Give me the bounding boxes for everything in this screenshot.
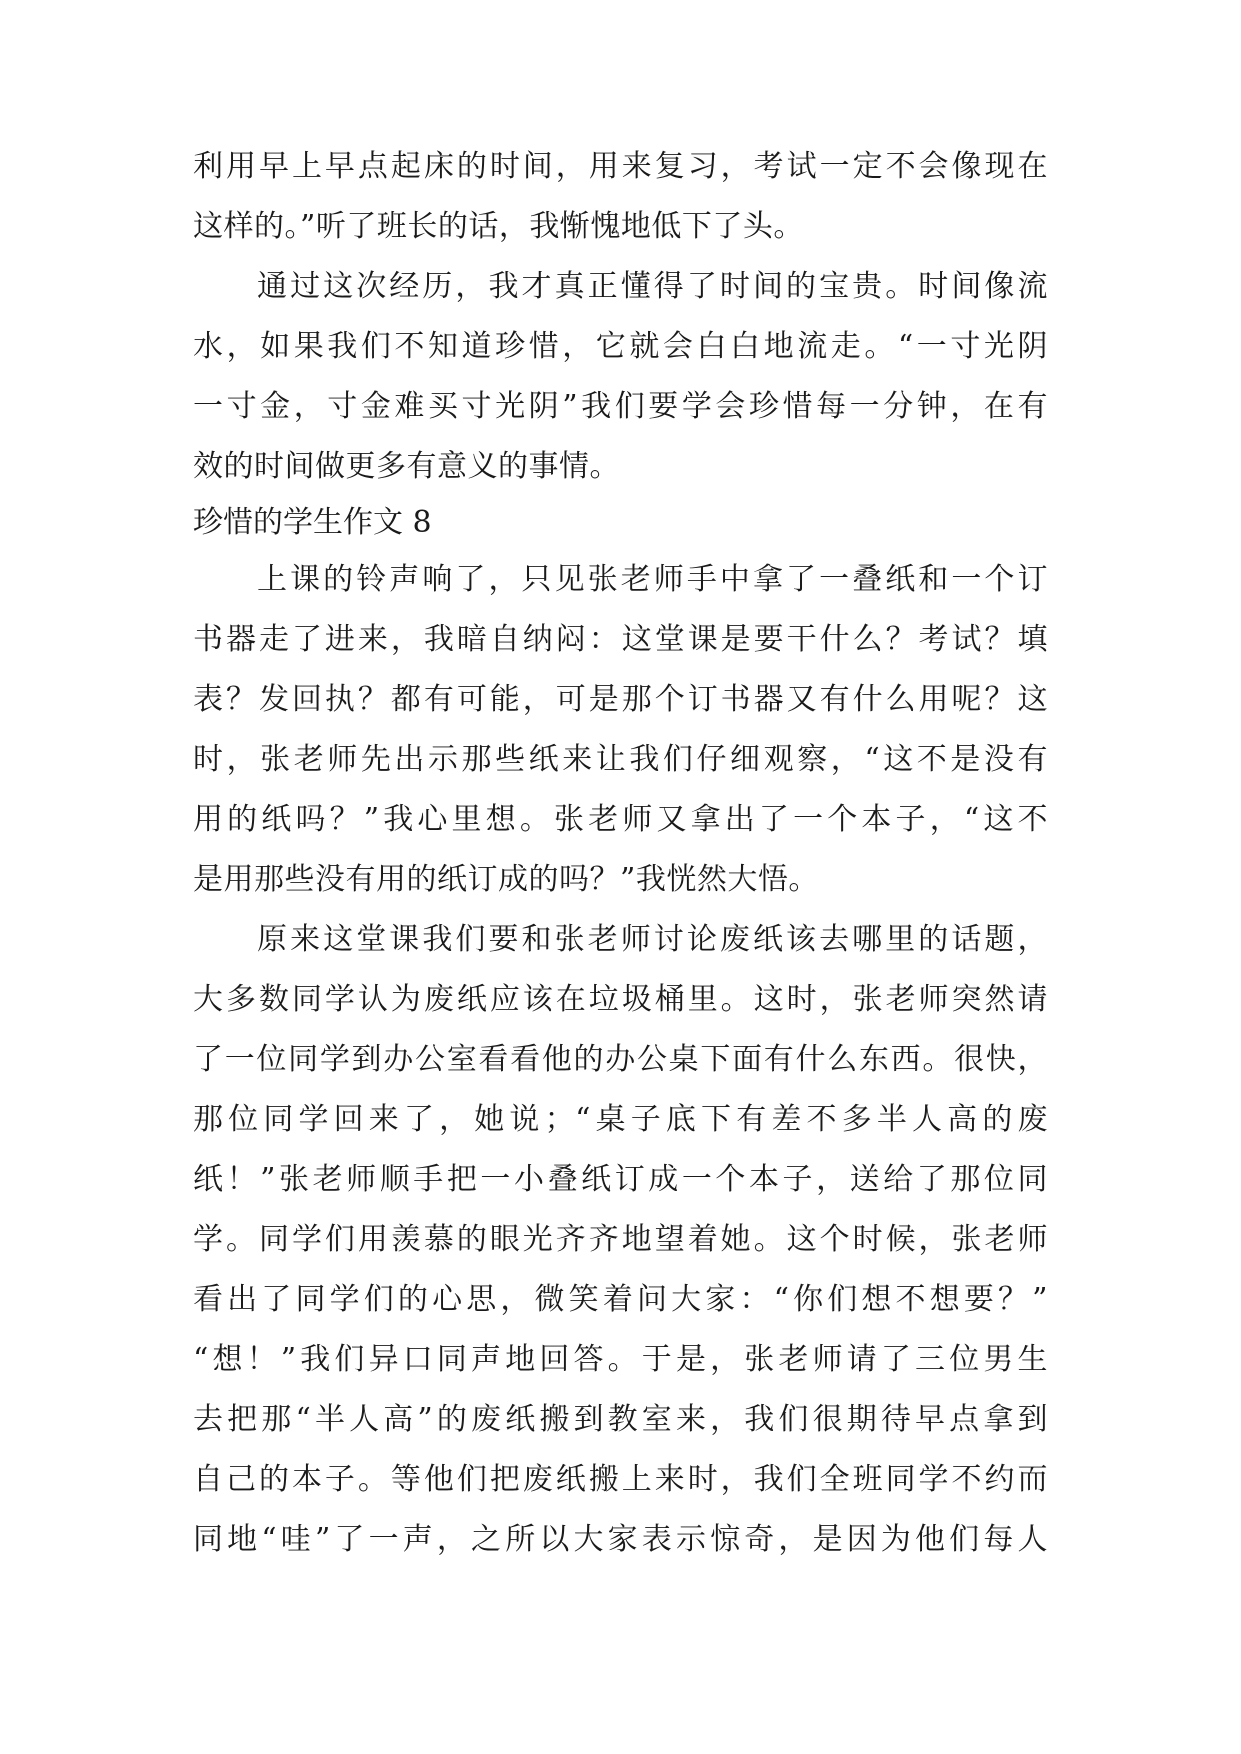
text-line: 自己的本子。等他们把废纸搬上来时，我们全班同学不约而 bbox=[193, 1462, 1048, 1497]
text-line: 表？发回执？都有可能，可是那个订书器又有什么用呢？这 bbox=[193, 682, 1048, 717]
text-line: 效的时间做更多有意义的事情。 bbox=[193, 449, 620, 484]
text-line: “想！”我们异口同声地回答。于是，张老师请了三位男生 bbox=[193, 1342, 1048, 1377]
text-line: 水，如果我们不知道珍惜，它就会白白地流走。“一寸光阴 bbox=[193, 329, 1048, 364]
text-line: 那位同学回来了，她说；“桌子底下有差不多半人高的废 bbox=[193, 1102, 1048, 1137]
text-line: 是用那些没有用的纸订成的吗？”我恍然大悟。 bbox=[193, 862, 819, 897]
paragraph-first-line: 通过这次经历，我才真正懂得了时间的宝贵。时间像流 bbox=[257, 269, 1048, 304]
text-line: 大多数同学认为废纸应该在垃圾桶里。这时，张老师突然请 bbox=[193, 982, 1048, 1017]
text-line: 用的纸吗？”我心里想。张老师又拿出了一个本子，“这不 bbox=[193, 802, 1048, 837]
text-line: 纸！”张老师顺手把一小叠纸订成一个本子，送给了那位同 bbox=[193, 1162, 1048, 1197]
paragraph-first-line: 原来这堂课我们要和张老师讨论废纸该去哪里的话题， bbox=[257, 922, 1048, 957]
text-line: 一寸金，寸金难买寸光阴”我们要学会珍惜每一分钟，在有 bbox=[193, 389, 1048, 424]
text-line: 这样的。”听了班长的话，我惭愧地低下了头。 bbox=[193, 209, 804, 244]
text-line: 时，张老师先出示那些纸来让我们仔细观察，“这不是没有 bbox=[193, 742, 1048, 777]
text-line: 同地“哇”了一声，之所以大家表示惊奇，是因为他们每人 bbox=[193, 1522, 1048, 1557]
text-line: 学。同学们用羡慕的眼光齐齐地望着她。这个时候，张老师 bbox=[193, 1222, 1048, 1257]
section-heading: 珍惜的学生作文 8 bbox=[193, 505, 432, 540]
text-line: 了一位同学到办公室看看他的办公桌下面有什么东西。很快， bbox=[193, 1042, 1048, 1077]
text-line: 去把那“半人高”的废纸搬到教室来，我们很期待早点拿到 bbox=[193, 1402, 1048, 1437]
paragraph-first-line: 上课的铃声响了，只见张老师手中拿了一叠纸和一个订 bbox=[257, 562, 1048, 597]
text-line: 看出了同学们的心思，微笑着问大家：“你们想不想要？” bbox=[193, 1282, 1048, 1317]
text-line: 利用早上早点起床的时间，用来复习，考试一定不会像现在 bbox=[193, 149, 1048, 184]
text-line: 书器走了进来，我暗自纳闷：这堂课是要干什么？考试？填 bbox=[193, 622, 1048, 657]
